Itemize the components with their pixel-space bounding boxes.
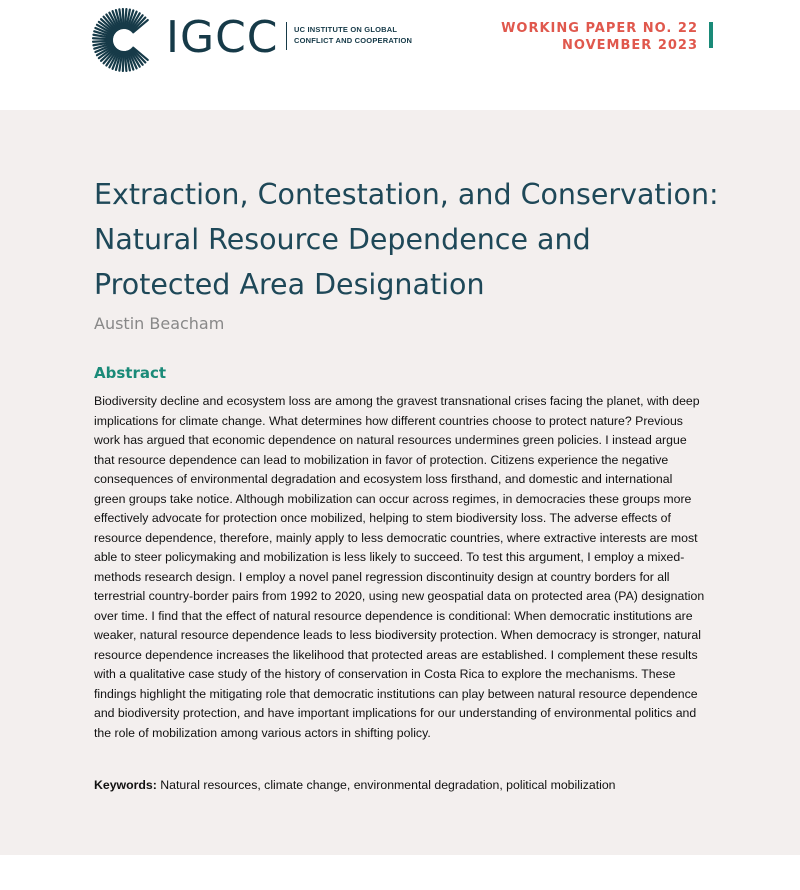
logo-tagline-line-2: CONFLICT AND COOPERATION [294,36,413,45]
author-name: Austin Beacham [94,314,225,333]
paper-number: WORKING PAPER NO. 22 [501,21,698,36]
paper-info [501,20,698,54]
keywords-list: Natural resources, climate change, environmental degradation, political mobilization [156,778,616,792]
igcc-logo-icon [92,8,156,72]
page-header [0,0,800,110]
accent-bar [709,22,713,48]
paper-date: NOVEMBER 2023 [562,38,698,53]
logo-tagline [294,24,412,46]
keywords-label: Keywords: [94,778,157,792]
abstract-body: Biodiversity decline and ecosystem loss are among the gravest transnational crises facing the planet, with deep implications for climate change. What determines how different countries choose to protect nature? Previous work has argued that economic dependence on natural resources undermines green policies. I instead argue that resource dependence can lead to mobilization in favor of protection. Citizens experience the negative consequences of environmental degradation and ecosystem loss firsthand, and domestic and international green groups take notice. Although mobilization can occur across regimes, in democracies these groups more effectively advocate for protection once mobilized, helping to stem biodiversity loss. The adverse effects of resource dependence, therefore, mainly apply to less democratic countries, where extractive interests are most able to steer policymaking and mobilization is less likely to succeed. To test this argument, I employ a mixed-methods research design. I employ a novel panel regression discontinuity design at country borders for all terrestrial country-border pairs from 1992 to 2020, using new geospatial data on protected area (PA) designation over time. I find that the effect of natural resource dependence is conditional: When democratic institutions are weaker, natural resource dependence leads to less biodiversity protection. When democracy is stronger, natural resource dependence increases the likelihood that protected areas are established. I complement these results with a qualitative case study of the history of conservation in Costa Rica to explore the mechanisms. These findings highlight the mitigating role that democratic institutions can play between natural resource dependence and biodiversity protection, and have important implications for our understanding of environmental politics and the role of mobilization among various actors in shifting policy. [94,394,705,740]
title-line-3: Protected Area Designation [94,268,485,301]
title-line-1: Extraction, Contestation, and Conservation: [94,178,719,211]
logo-divider [286,22,287,50]
title-line-2: Natural Resource Dependence and [94,223,591,256]
keywords [94,778,706,792]
logo-text: IGCC [166,12,279,63]
logo-tagline-line-1: UC INSTITUTE ON GLOBAL [294,25,398,34]
paper-title [94,172,734,307]
abstract-heading: Abstract [94,364,167,382]
